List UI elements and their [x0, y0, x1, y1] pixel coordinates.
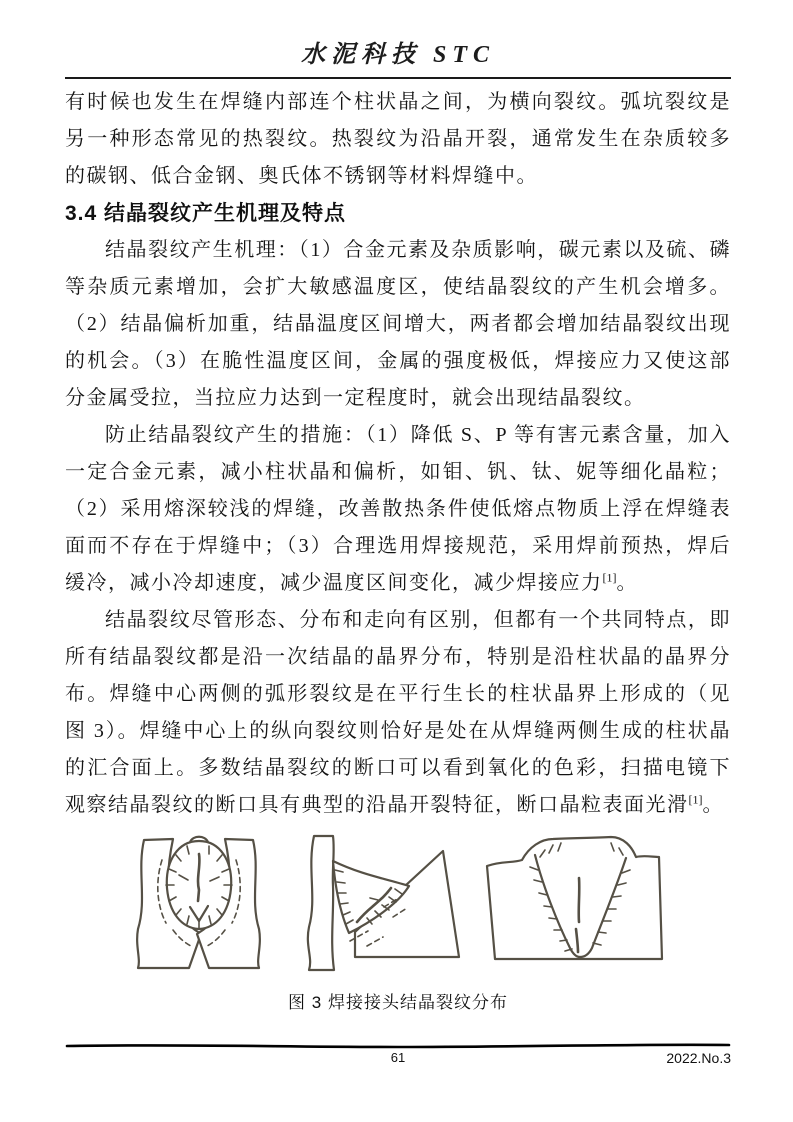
reference-mark: [1]: [688, 792, 703, 807]
paragraph-characteristics-text: 结晶裂纹尽管形态、分布和走向有区别，但都有一个共同特点，即所有结晶裂纹都是沿一次结晶的晶界分布，特别是沿柱状晶的晶界分布。焊缝中心两侧的弧形裂纹是在平行生长的柱状晶界上形成的（见图 3）。焊缝中心上的纵向裂纹则恰好是处在从焊缝两侧生成的柱状晶的汇合面上。多数结晶裂纹的断口可以看到氧化的色彩，扫描电镜下观察结晶裂纹的断口具有典型的沿晶开裂特征，断口晶粒表面光滑: [65, 609, 731, 816]
paragraph-crack-characteristics: [65, 602, 731, 824]
figure-3-sketches: [65, 828, 731, 978]
double-v-butt-weld-crack-sketch: [111, 828, 286, 978]
page-footer: [65, 1042, 731, 1070]
fillet-weld-crack-sketch: [292, 828, 467, 978]
footer-rule: [65, 1042, 731, 1049]
paragraph-hot-cracks: 有时候也发生在焊缝内部连个柱状晶之间，为横向裂纹。弧坑裂纹是另一种形态常见的热裂纹。热裂纹为沿晶开裂，通常发生在杂质较多的碳钢、低合金钢、奥氏体不锈钢等材料焊缝中。: [65, 91, 731, 187]
paragraph-prevention-measures: [65, 417, 731, 602]
section-heading-3-4: 3.4 结晶裂纹产生机理及特点: [65, 202, 347, 225]
footer-row: [65, 1050, 731, 1070]
journal-title: 水泥科技 STC: [300, 42, 495, 68]
article-body: [65, 84, 731, 824]
paragraph-prevention-period: 。: [616, 572, 638, 594]
issue-label: 2022.No.3: [666, 1050, 731, 1066]
page-number: 61: [390, 1050, 406, 1065]
reference-mark: [1]: [602, 570, 617, 585]
paragraph-crack-mechanism: 结晶裂纹产生机理：（1）合金元素及杂质影响，碳元素以及硫、磷等杂质元素增加，会扩大敏感温度区，使结晶裂纹的产生机会增多。（2）结晶偏析加重，结晶温度区间增大，两者都会增加结晶裂纹出现的机会。（3）在脆性温度区间，金属的强度极低，焊接应力又使这部分金属受拉，当拉应力达到一定程度时，就会出现结晶裂纹。: [65, 239, 731, 409]
header-rule: [65, 77, 731, 79]
paragraph-characteristics-period: 。: [702, 794, 724, 816]
figure-3-caption: 图 3 焊接接头结晶裂纹分布: [288, 993, 508, 1012]
single-v-weld-crack-sketch: [473, 828, 673, 978]
figure-3: [65, 828, 731, 1013]
paragraph-prevention-text: 防止结晶裂纹产生的措施：（1）降低 S、P 等有害元素含量，加入一定合金元素，减小柱状晶和偏析，如钼、钒、钛、妮等细化晶粒；（2）采用熔深较浅的焊缝，改善散热条件使低熔点物质上浮在焊缝表面而不存在于焊缝中；（3）合理选用焊接规范，采用焊前预热，焊后缓冷，减小冷却速度，减少温度区间变化，减少焊接应力: [65, 424, 731, 594]
